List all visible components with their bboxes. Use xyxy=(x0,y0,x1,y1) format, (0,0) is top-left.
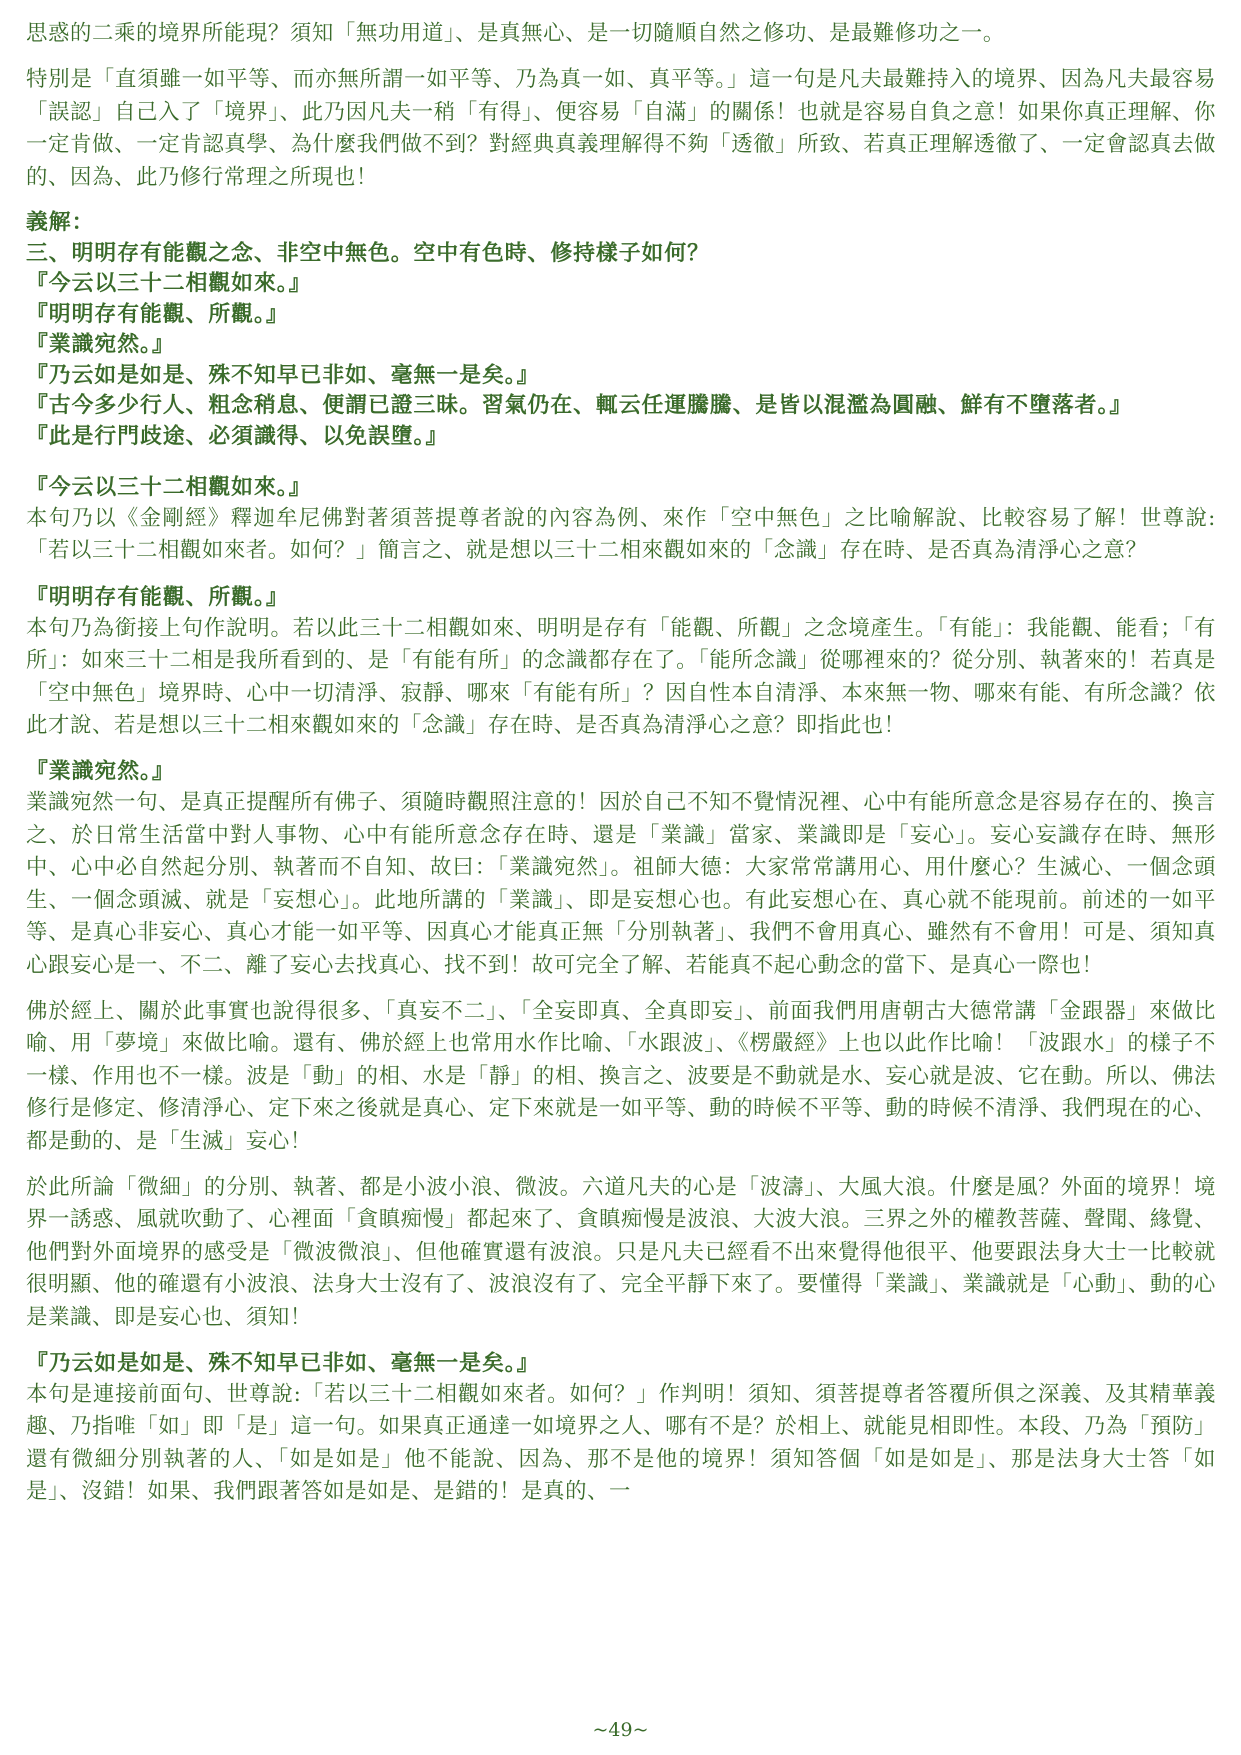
section-2 xyxy=(26,582,1216,743)
commentary-label: 義解： xyxy=(26,210,95,236)
section-1-paragraph-1: 本句乃以《金剛經》釋迦牟尼佛對著須菩提尊者說的內容為例、來作「空中無色」之比喻解說、比較容易了解！世尊說:「若以三十二相觀如來者。如何？」簡言之、就是想以三十二相來觀如來的「念識」存在時、是否真為清淨心之意？ xyxy=(26,506,1216,564)
section-4-subhead: 『乃云如是如是、殊不知早已非如、毫無一是矣。』 xyxy=(26,1350,540,1376)
page-number: ~49~ xyxy=(592,1719,649,1741)
section-3 xyxy=(26,756,1216,1334)
section-2-subhead: 『明明存有能觀、所觀。』 xyxy=(26,584,289,610)
section-4-paragraph-1: 本句是連接前面句、世尊說:「若以三十二相觀如來者。如何？」作判明！須知、須菩提尊者答覆所俱之深義、及其精華義趣、乃指唯「如」即「是」這一句。如果真正通達一如境界之人、哪有不是？於相上、就能見相即性。本段、乃為「預防」還有微細分別執著的人、「如是如是」他不能說、因為、那不是他的境界！須知答個「如是如是」、那是法身大士答「如是」、沒錯！如果、我們跟著答如是如是、是錯的！是真的、一 xyxy=(26,1381,1216,1505)
quote-line-6: 『此是行門歧途、必須識得、以免誤墮。』 xyxy=(26,423,449,449)
section-1-subhead: 『今云以三十二相觀如來。』 xyxy=(26,475,312,501)
section-3-subhead: 『業識宛然。』 xyxy=(26,759,175,785)
quote-line-3: 『業識宛然。』 xyxy=(26,332,175,358)
quote-line-5: 『古今多少行人、粗念稍息、便謂已證三昧。習氣仍在、輒云任運騰騰、是皆以混濫為圓融、鮮有不墮落者。』 xyxy=(26,393,1133,419)
section-title: 三、明明存有能觀之念、非空中無色。空中有色時、修持樣子如何？ xyxy=(26,240,710,266)
section-4 xyxy=(26,1348,1216,1509)
section-3-paragraph-1: 業識宛然一句、是真正提醒所有佛子、須隨時觀照注意的！因於自己不知不覺情況裡、心中有能所意念是容易存在的、換言之、於日常生活當中對人事物、心中有能所意念存在時、還是「業識」當家、業識即是「妄心」。妄心妄識存在時、無形中、心中必自然起分別、執著而不自知、故曰：「業識宛然」。祖師大德：大家常常講用心、用什麼心？生滅心、一個念頭生、一個念頭滅、就是「妄想心」。此地所講的「業識」、即是妄想心也。有此妄想心在、真心就不能現前。前述的一如平等、是真心非妄心、真心才能一如平等、因真心才能真正無「分別執著」、我們不會用真心、雖然有不會用！可是、須知真心跟妄心是一、不二、離了妄心去找真心、找不到！故可完全了解、若能真不起心動念的當下、是真心一際也！ xyxy=(26,790,1216,978)
intro-paragraph-1: 思惑的二乘的境界所能現？須知「無功用道」、是真無心、是一切隨順自然之修功、是最難修功之一。 xyxy=(26,21,1005,46)
section-1 xyxy=(26,472,1216,568)
quote-line-4: 『乃云如是如是、殊不知早已非如、毫無一是矣。』 xyxy=(26,362,540,388)
intro-paragraph-2: 特別是「直須雖一如平等、而亦無所謂一如平等、乃為真一如、真平等。」這一句是凡夫最難持入的境界、因為凡夫最容易「誤認」自己入了「境界」、此乃因凡夫一稍「有得」、便容易「自滿」的關係！也就是容易自負之意！如果你真正理解、你一定肯做、一定肯認真學、為什麼我們做不到？對經典真義理解得不夠「透徹」所致、若真正理解透徹了、一定會認真去做的、因為、此乃修行常理之所現也！ xyxy=(26,67,1216,190)
commentary-heading-block xyxy=(26,208,1216,452)
quote-line-1: 『今云以三十二相觀如來。』 xyxy=(26,271,312,297)
document-page xyxy=(26,18,1216,1718)
section-3-paragraph-2: 佛於經上、關於此事實也說得很多、「真妄不二」、「全妄即真、全真即妄」、前面我們用唐朝古大德常講「金跟器」來做比喻、用「夢境」來做比喻。還有、佛於經上也常用水作比喻、「水跟波」、《楞嚴經》上也以此作比喻！「波跟水」的樣子不一樣、作用也不一樣。波是「動」的相、水是「靜」的相、換言之、波要是不動就是水、妄心就是波、它在動。所以、佛法修行是修定、修清淨心、定下來之後就是真心、定下來就是一如平等、動的時候不平等、動的時候不清淨、我們現在的心、都是動的、是「生滅」妄心！ xyxy=(26,998,1216,1154)
section-3-paragraph-3: 於此所論「微細」的分別、執著、都是小波小浪、微波。六道凡夫的心是「波濤」、大風大浪。什麼是風？外面的境界！境界一誘惑、風就吹動了、心裡面「貪瞋痴慢」都起來了、貪瞋痴慢是波浪、大波大浪。三界之外的權教菩薩、聲聞、緣覺、他們對外面境界的感受是「微波微浪」、但他確實還有波浪。只是凡夫已經看不出來覺得他很平、他要跟法身大士一比較就很明顯、他的確還有小波浪、法身大士沒有了、波浪沒有了、完全平靜下來了。要懂得「業識」、業識就是「心動」、動的心是業識、即是妄心也、須知！ xyxy=(26,1174,1216,1330)
section-2-paragraph-1: 本句乃為銜接上句作說明。若以此三十二相觀如來、明明是存有「能觀、所觀」之念境產生。「有能」：我能觀、能看；「有所」：如來三十二相是我所看到的、是「有能有所」的念識都存在了。「能所念識」從哪裡來的？從分別、執著來的！若真是「空中無色」境界時、心中一切清淨、寂靜、哪來「有能有所」？因自性本自清淨、本來無一物、哪來有能、有所念識？依此才說、若是想以三十二相來觀如來的「念識」存在時、是否真為清淨心之意？即指此也！ xyxy=(26,615,1216,739)
quote-line-2: 『明明存有能觀、所觀。』 xyxy=(26,301,289,327)
